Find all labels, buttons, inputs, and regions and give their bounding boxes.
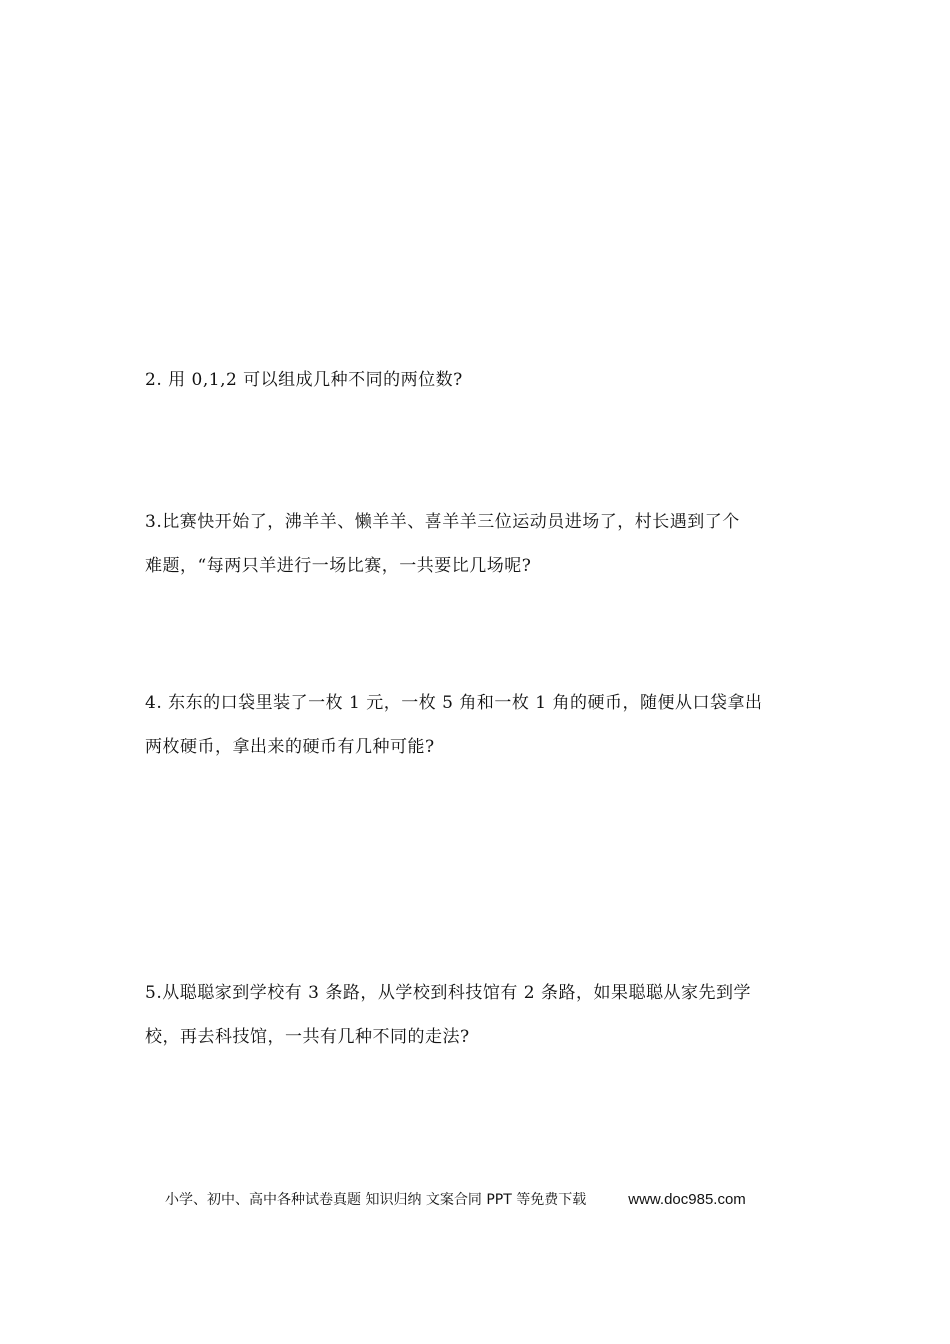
- question-2-line-1: 2. 用 0,1,2 可以组成几种不同的两位数?: [145, 370, 463, 390]
- footer-site-link[interactable]: www.doc985.com: [628, 1191, 746, 1208]
- question-2: [145, 358, 810, 402]
- page-footer: [165, 1190, 746, 1210]
- question-4-line-1: 4. 东东的口袋里装了一枚 1 元，一枚 5 角和一枚 1 角的硬币，随便从口袋拿出: [145, 693, 763, 713]
- question-4-line-2: 两枚硬币，拿出来的硬币有几种可能?: [145, 737, 435, 757]
- question-3-line-1: 3.比赛快开始了，沸羊羊、懒羊羊、喜羊羊三位运动员进场了，村长遇到了个: [145, 512, 740, 532]
- question-4: [145, 681, 810, 769]
- question-5: [145, 971, 810, 1059]
- question-5-line-1: 5.从聪聪家到学校有 3 条路，从学校到科技馆有 2 条路，如果聪聪从家先到学: [145, 983, 751, 1003]
- footer-text: 小学、初中、高中各种试卷真题 知识归纳 文案合同 PPT 等免费下载: [165, 1192, 587, 1208]
- question-3-line-2: 难题，“每两只羊进行一场比赛，一共要比几场呢?: [145, 556, 532, 576]
- question-5-line-2: 校，再去科技馆，一共有几种不同的走法?: [145, 1027, 470, 1047]
- question-3: [145, 500, 810, 588]
